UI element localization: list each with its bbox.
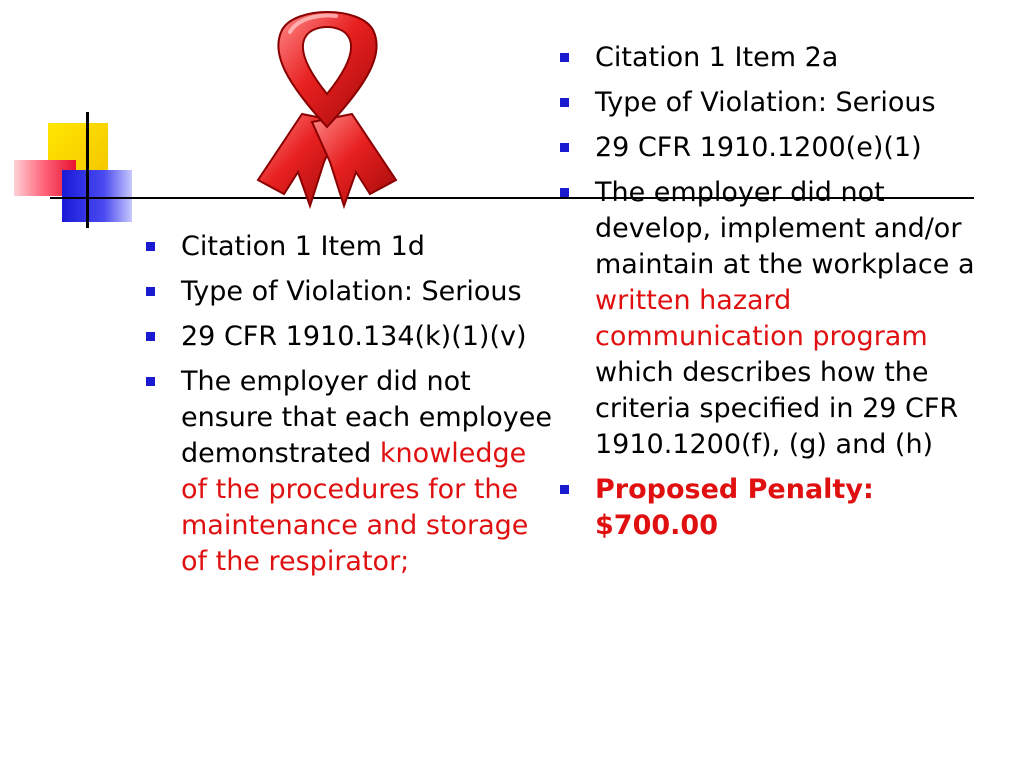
decorative-blue-square [62, 170, 132, 222]
square-bullet-icon [146, 242, 155, 251]
list-item [143, 274, 553, 310]
right-citation-column [557, 40, 987, 553]
right-bullet-list [557, 40, 987, 544]
left-citation-column [143, 229, 553, 589]
list-item [557, 130, 987, 166]
highlighted-requirement: knowledge of the procedures for the maintenance and storage of the respirator; [181, 438, 529, 577]
square-bullet-icon [560, 53, 569, 62]
list-item [557, 472, 987, 544]
square-bullet-icon [560, 143, 569, 152]
list-item [557, 175, 987, 463]
citation-label: Citation 1 Item 1d [181, 231, 425, 262]
square-bullet-icon [560, 485, 569, 494]
square-bullet-icon [146, 287, 155, 296]
list-item [557, 85, 987, 121]
cfr-reference: 29 CFR 1910.134(k)(1)(v) [181, 321, 527, 352]
violation-description-cont: which describes how the criteria specified in 29 CFR 1910.1200(f), (g) and (h) [595, 357, 959, 460]
violation-type: Type of Violation: Serious [181, 276, 522, 307]
violation-type: Type of Violation: Serious [595, 87, 936, 118]
citation-label: Citation 1 Item 2a [595, 42, 839, 73]
list-item [143, 229, 553, 265]
violation-description: The employer did not develop, implement and/or maintain at the workplace a [595, 177, 975, 280]
square-bullet-icon [560, 98, 569, 107]
decorative-vertical-line [86, 112, 89, 228]
square-bullet-icon [146, 377, 155, 386]
penalty-label: Proposed Penalty: [595, 474, 874, 505]
list-item [557, 40, 987, 76]
penalty-amount: $700.00 [595, 510, 718, 541]
red-awareness-ribbon-icon [240, 2, 415, 217]
list-item [143, 364, 553, 580]
square-bullet-icon [560, 188, 569, 197]
square-bullet-icon [146, 332, 155, 341]
left-bullet-list [143, 229, 553, 580]
highlighted-requirement: written hazard communication program [595, 285, 928, 352]
list-item [143, 319, 553, 355]
violation-description: The employer did not ensure that each employee demonstrated [181, 366, 552, 469]
cfr-reference: 29 CFR 1910.1200(e)(1) [595, 132, 922, 163]
